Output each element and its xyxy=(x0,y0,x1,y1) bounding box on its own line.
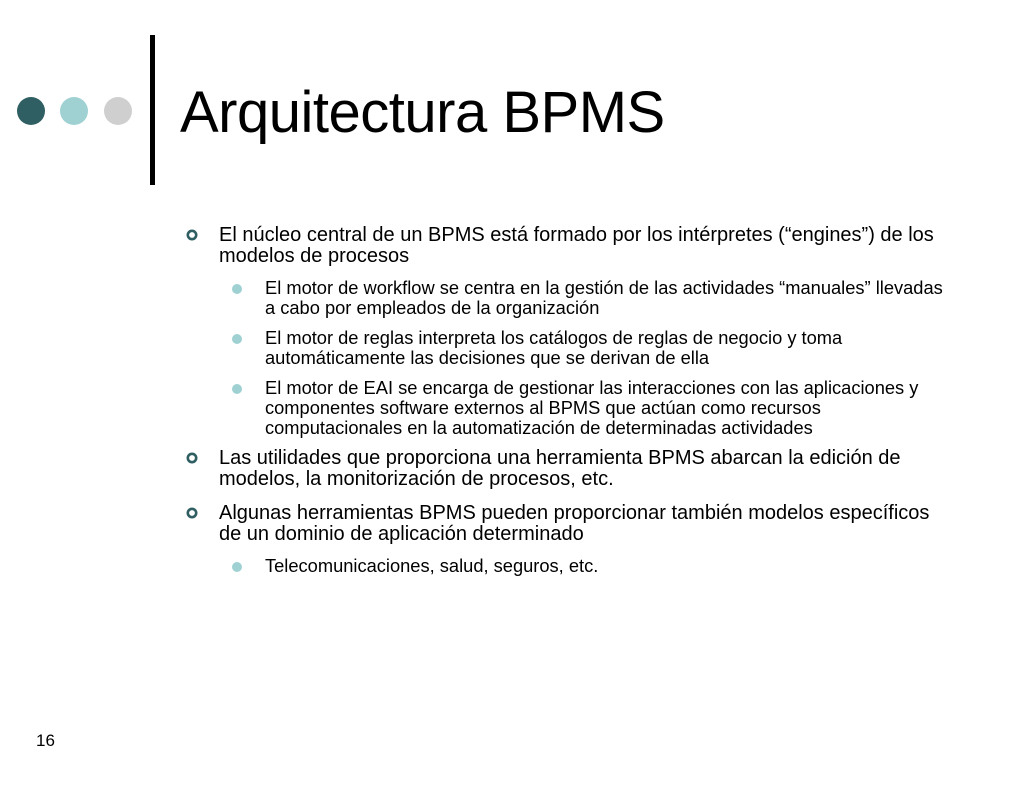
dot-bullet-icon xyxy=(232,284,242,294)
grey-dot-icon xyxy=(104,97,132,125)
sub-bullet-item xyxy=(186,556,946,576)
sub-bullet-list xyxy=(186,278,946,438)
ring-bullet-icon xyxy=(186,229,198,241)
ring-bullet-icon xyxy=(186,452,198,464)
sub-bullet-text: El motor de reglas interpreta los catálogos de reglas de negocio y toma automáticamente las decisiones que se derivan de ella xyxy=(265,327,843,368)
bullet-text: Algunas herramientas BPMS pueden proporcionar también modelos específicos de un dominio de aplicación determinado xyxy=(219,502,930,545)
bullet-text: El núcleo central de un BPMS está formado por los intérpretes (“engines”) de los modelos de procesos xyxy=(219,224,934,267)
dark-teal-dot-icon xyxy=(17,97,45,125)
dot-bullet-icon xyxy=(232,562,242,572)
sub-bullet-text: El motor de workflow se centra en la gestión de las actividades “manuales” llevadas a cabo por empleados de la organización xyxy=(265,277,943,318)
dot-bullet-icon xyxy=(232,384,242,394)
slide-title: Arquitectura BPMS xyxy=(180,80,665,145)
sub-bullet-item xyxy=(186,328,946,368)
ring-bullet-icon xyxy=(186,507,198,519)
title-rule xyxy=(150,35,155,185)
sub-bullet-item xyxy=(186,378,946,438)
bullet-item xyxy=(186,503,946,545)
bullet-item xyxy=(186,448,946,490)
bullet-item xyxy=(186,225,946,267)
sub-bullet-list xyxy=(186,556,946,576)
bullet-list xyxy=(186,225,946,586)
page-number: 16 xyxy=(36,731,55,750)
light-teal-dot-icon xyxy=(60,97,88,125)
dot-bullet-icon xyxy=(232,334,242,344)
sub-bullet-item xyxy=(186,278,946,318)
bullet-text: Las utilidades que proporciona una herramienta BPMS abarcan la edición de modelos, la monitorización de procesos, etc. xyxy=(219,447,901,490)
sub-bullet-text: El motor de EAI se encarga de gestionar las interacciones con las aplicaciones y componentes software externos al BPMS que actúan como recursos computacionales en la automatización de determinadas actividades xyxy=(265,377,919,438)
sub-bullet-text: Telecomunicaciones, salud, seguros, etc. xyxy=(265,555,599,576)
decorative-dots xyxy=(17,97,137,127)
